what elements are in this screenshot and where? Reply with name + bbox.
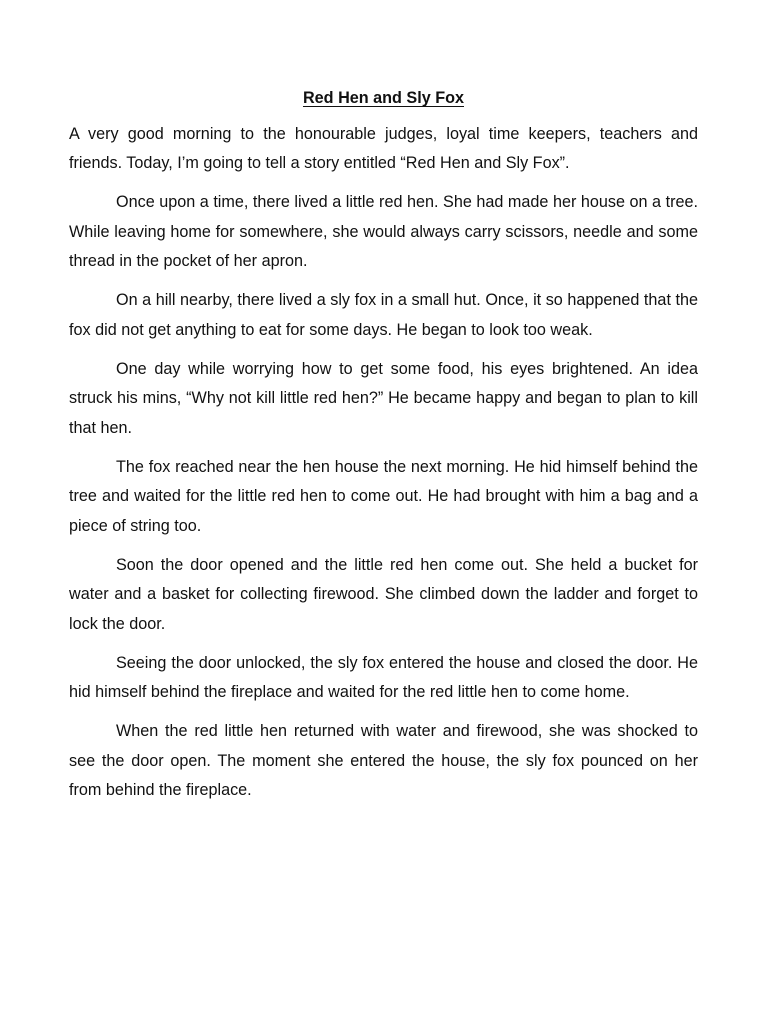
- paragraph: Once upon a time, there lived a little red hen. She had made her house on a tree. While leaving home for somewhere, she would always carry scissors, needle and some thread in the pocket of her apron.: [69, 193, 698, 270]
- paragraph: When the red little hen returned with water and firewood, she was shocked to see the door open. The moment she entered the house, the sly fox pounced on her from behind the fireplace.: [69, 722, 698, 799]
- document-body: [69, 84, 698, 815]
- paragraph: Soon the door opened and the little red hen come out. She held a bucket for water and a basket for collecting firewood. She climbed down the ladder and forget to lock the door.: [69, 555, 698, 633]
- document-title: Red Hen and Sly Fox: [302, 89, 464, 107]
- paragraph: The fox reached near the hen house the next morning. He hid himself behind the tree and waited for the little red hen to come out. He had brought with him a bag and a piece of string too.: [69, 457, 698, 535]
- paragraph: On a hill nearby, there lived a sly fox in a small hut. Once, it so happened that the fox did not get anything to eat for some days. He began to look too weak.: [69, 291, 698, 339]
- paragraph: One day while worrying how to get some food, his eyes brightened. An idea struck his mins, “Why not kill little red hen?” He became happy and began to plan to kill that hen.: [69, 359, 698, 437]
- paragraph-intro: A very good morning to the honourable judges, loyal time keepers, teachers and friends. Today, I’m going to tell a story entitled “Red Hen and Sly Fox”.: [69, 124, 698, 172]
- paragraph: Seeing the door unlocked, the sly fox entered the house and closed the door. He hid himself behind the fireplace and waited for the red little hen to come home.: [69, 653, 698, 701]
